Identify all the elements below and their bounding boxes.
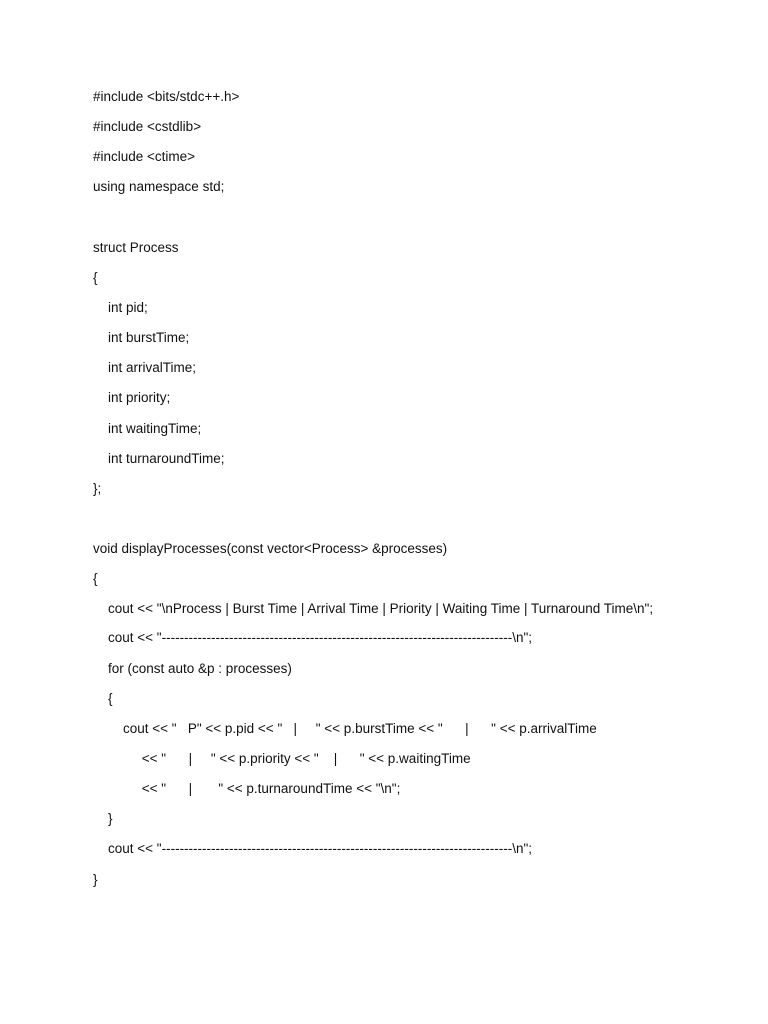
code-line: } <box>93 811 113 827</box>
code-line: << " | " << p.priority << " | " << p.waitingTime <box>93 750 471 766</box>
code-line: cout << "------------------------------------------------------------------------------\n"; <box>93 630 533 646</box>
code-line: int turnaroundTime; <box>93 450 225 466</box>
blank-line <box>93 509 673 539</box>
code-line: } <box>93 871 98 887</box>
code-line: using namespace std; <box>93 179 225 195</box>
code-line: }; <box>93 480 102 496</box>
code-line: int arrivalTime; <box>93 360 197 376</box>
code-line: void displayProcesses(const vector<Process> &processes) <box>93 541 448 557</box>
code-line: int waitingTime; <box>93 420 202 436</box>
code-block <box>93 87 673 900</box>
code-line: cout << " P" << p.pid << " | " << p.burstTime << " | " << p.arrivalTime <box>93 720 597 736</box>
code-line: #include <ctime> <box>93 149 196 165</box>
code-line: #include <bits/stdc++.h> <box>93 89 240 104</box>
blank-line <box>93 208 673 238</box>
code-line: #include <cstdlib> <box>93 119 202 135</box>
code-line: cout << "\nProcess | Burst Time | Arrival Time | Priority | Waiting Time | Turnaround Time\n"; <box>93 601 654 617</box>
code-line: int pid; <box>93 299 148 315</box>
code-line: int priority; <box>93 390 171 406</box>
code-line: int burstTime; <box>93 330 190 346</box>
code-line: cout << "------------------------------------------------------------------------------\n"; <box>93 841 533 857</box>
code-line: struct Process <box>93 239 179 255</box>
code-line: { <box>93 571 98 587</box>
code-line: << " | " << p.turnaroundTime << "\n"; <box>93 781 401 797</box>
code-line: { <box>93 269 98 285</box>
code-line: { <box>93 690 113 706</box>
code-line: for (const auto &p : processes) <box>93 660 292 676</box>
